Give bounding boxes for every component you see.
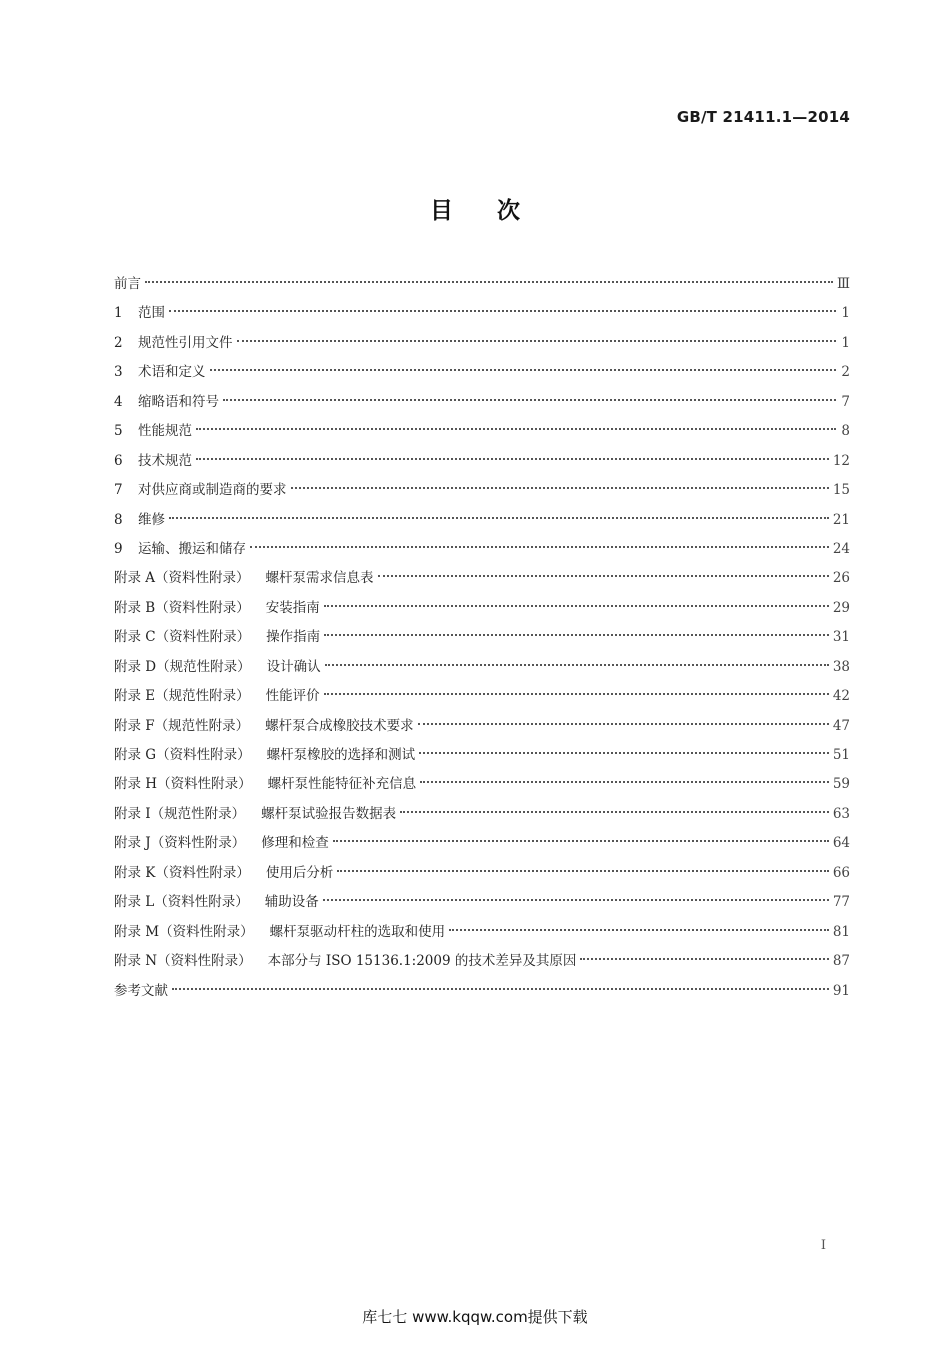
toc-entry-label: 术语和定义 (138, 364, 206, 381)
toc-entry-label: 操作指南 (266, 629, 321, 646)
page-title: 目次 (430, 198, 564, 224)
page-number: I (820, 1238, 826, 1253)
toc-entry-page: 59 (832, 776, 850, 793)
toc-entry-appendix: 附录 C（资料性附录） (114, 629, 251, 646)
toc-entry-page: 8 (841, 423, 850, 440)
toc-leader-dots (337, 870, 828, 872)
toc-leader-dots (400, 811, 829, 813)
toc-entry-page: 12 (832, 452, 850, 469)
toc-entry-appendix: 附录 F（规范性附录） (114, 717, 250, 734)
toc-entry[interactable] (114, 770, 850, 799)
toc-entry-label: 螺杆泵驱动杆柱的选取和使用 (269, 923, 446, 940)
toc-entry-label: 运输、搬运和储存 (138, 540, 246, 557)
toc-entry-page: 31 (832, 629, 850, 646)
toc-entry[interactable] (114, 800, 850, 829)
toc-entry-page: 2 (841, 364, 850, 381)
toc-entry-label: 技术规范 (138, 452, 192, 469)
toc-entry[interactable] (114, 270, 850, 299)
toc-entry-page: 29 (832, 599, 850, 616)
toc-leader-dots (580, 958, 828, 960)
toc-entry-label: 安装指南 (265, 599, 320, 616)
toc-entry[interactable] (114, 447, 850, 476)
toc-entry-label: 性能评价 (265, 688, 320, 705)
toc-entry-label: 螺杆泵性能特征补充信息 (267, 776, 417, 793)
toc-leader-dots (172, 988, 829, 990)
toc-entry-label: 螺杆泵橡胶的选择和测试 (266, 747, 416, 763)
toc-leader-dots (210, 369, 837, 371)
toc-entry-number: 8 (114, 511, 123, 528)
toc-entry-number: 4 (114, 393, 123, 410)
toc-entry-page: 63 (832, 805, 850, 822)
toc-entry[interactable] (114, 329, 850, 358)
toc-entry-appendix: 附录 L（资料性附录） (114, 894, 249, 911)
toc-entry-appendix: 附录 D（规范性附录） (114, 658, 251, 675)
toc-entry-appendix: 附录 A（资料性附录） (114, 570, 250, 587)
toc-entry-appendix: 附录 J（资料性附录） (114, 835, 246, 852)
toc-entry-page: 77 (832, 894, 850, 911)
toc-entry[interactable] (114, 888, 850, 917)
toc-entry-label: 螺杆泵合成橡胶技术要求 (265, 717, 414, 734)
toc-leader-dots (145, 281, 833, 283)
toc-entry-label: 规范性引用文件 (138, 334, 233, 351)
toc-entry-appendix: 附录 M（资料性附录） (114, 923, 254, 940)
toc-entry-page: 81 (832, 923, 850, 940)
toc-entry-appendix: 附录 I（规范性附录） (114, 805, 246, 822)
toc-leader-dots (324, 605, 829, 607)
toc-entry[interactable] (114, 476, 850, 505)
toc-leader-dots (237, 340, 837, 342)
toc-leader-dots (449, 929, 829, 931)
toc-leader-dots (291, 487, 829, 489)
toc-entry[interactable] (114, 506, 850, 535)
table-of-contents (114, 270, 850, 1006)
toc-entry-appendix: 附录 G（资料性附录） (114, 747, 251, 763)
toc-leader-dots (419, 752, 829, 754)
toc-entry[interactable] (114, 623, 850, 652)
toc-entry[interactable] (114, 712, 850, 741)
toc-entry-appendix: 附录 B（资料性附录） (114, 599, 250, 616)
toc-leader-dots (418, 723, 829, 725)
toc-leader-dots (169, 517, 829, 519)
toc-entry[interactable] (114, 564, 850, 593)
toc-entry[interactable] (114, 299, 850, 328)
toc-leader-dots (169, 310, 836, 312)
toc-entry[interactable] (114, 829, 850, 858)
toc-entry[interactable] (114, 859, 850, 888)
toc-entry[interactable] (114, 594, 850, 623)
toc-leader-dots (324, 634, 829, 636)
toc-entry-page: 91 (832, 982, 850, 999)
toc-entry-label: 螺杆泵试验报告数据表 (261, 805, 397, 822)
toc-entry-label: 维修 (138, 511, 165, 528)
toc-entry-page: 24 (832, 540, 850, 557)
toc-entry-label: 螺杆泵需求信息表 (265, 570, 374, 587)
toc-entry[interactable] (114, 947, 850, 976)
toc-leader-dots (323, 899, 829, 901)
toc-entry-label: 前言 (114, 276, 141, 292)
toc-entry-page: Ⅲ (836, 276, 850, 292)
toc-leader-dots (420, 781, 829, 783)
toc-entry-page: 15 (832, 482, 850, 499)
toc-entry[interactable] (114, 388, 850, 417)
toc-leader-dots (378, 575, 829, 577)
toc-leader-dots (325, 664, 829, 666)
toc-entry-number: 3 (114, 364, 123, 381)
toc-leader-dots (324, 693, 829, 695)
standard-number: GB/T 21411.1—2014 (676, 108, 850, 126)
toc-entry-page: 47 (832, 717, 850, 734)
toc-entry[interactable] (114, 417, 850, 446)
toc-entry[interactable] (114, 535, 850, 564)
toc-entry-label: 缩略语和符号 (138, 393, 219, 410)
toc-entry-page: 21 (832, 511, 850, 528)
toc-entry[interactable] (114, 653, 850, 682)
toc-entry-label: 修理和检查 (261, 835, 329, 852)
toc-entry-number: 1 (114, 305, 123, 322)
toc-entry-page: 64 (832, 835, 850, 852)
toc-entry[interactable] (114, 741, 850, 770)
toc-entry-page: 87 (832, 953, 850, 970)
toc-entry-number: 7 (114, 482, 123, 499)
toc-entry-page: 42 (832, 688, 850, 705)
toc-entry-label: 范围 (138, 305, 165, 322)
toc-entry[interactable] (114, 358, 850, 387)
toc-entry[interactable] (114, 918, 850, 947)
toc-entry-appendix: 附录 K（资料性附录） (114, 864, 250, 881)
toc-entry-label: 辅助设备 (264, 894, 319, 911)
toc-leader-dots (196, 458, 829, 460)
toc-entry-label: 性能规范 (138, 423, 192, 440)
toc-entry-appendix: 附录 H（资料性附录） (114, 776, 252, 793)
toc-entry-label: 参考文献 (114, 982, 168, 999)
watermark-text: 库七七 www.kqqw.com提供下载 (362, 1308, 588, 1326)
toc-entry-page: 51 (832, 747, 850, 763)
toc-entry-number: 2 (114, 334, 123, 351)
toc-entry-page: 1 (841, 305, 850, 322)
toc-entry-page: 26 (832, 570, 850, 587)
toc-entry-page: 38 (832, 658, 850, 675)
toc-entry-number: 9 (114, 540, 123, 557)
toc-entry-page: 66 (832, 864, 850, 881)
toc-entry-number: 6 (114, 452, 123, 469)
toc-entry-number: 5 (114, 423, 123, 440)
toc-leader-dots (333, 840, 829, 842)
toc-leader-dots (196, 428, 836, 430)
toc-entry-label: 对供应商或制造商的要求 (138, 482, 287, 499)
toc-entry-appendix: 附录 N（资料性附录） (114, 953, 252, 970)
toc-entry[interactable] (114, 977, 850, 1006)
toc-entry-label: 使用后分析 (265, 864, 334, 881)
toc-entry-page: 1 (841, 334, 850, 351)
toc-entry-page: 7 (841, 393, 850, 410)
toc-leader-dots (250, 546, 829, 548)
toc-entry-label: 本部分与 ISO 15136.1:2009 的技术差异及其原因 (267, 953, 577, 970)
toc-entry-label: 设计确认 (266, 658, 321, 675)
toc-entry[interactable] (114, 682, 850, 711)
toc-entry-appendix: 附录 E（规范性附录） (114, 688, 250, 705)
toc-leader-dots (223, 399, 836, 401)
